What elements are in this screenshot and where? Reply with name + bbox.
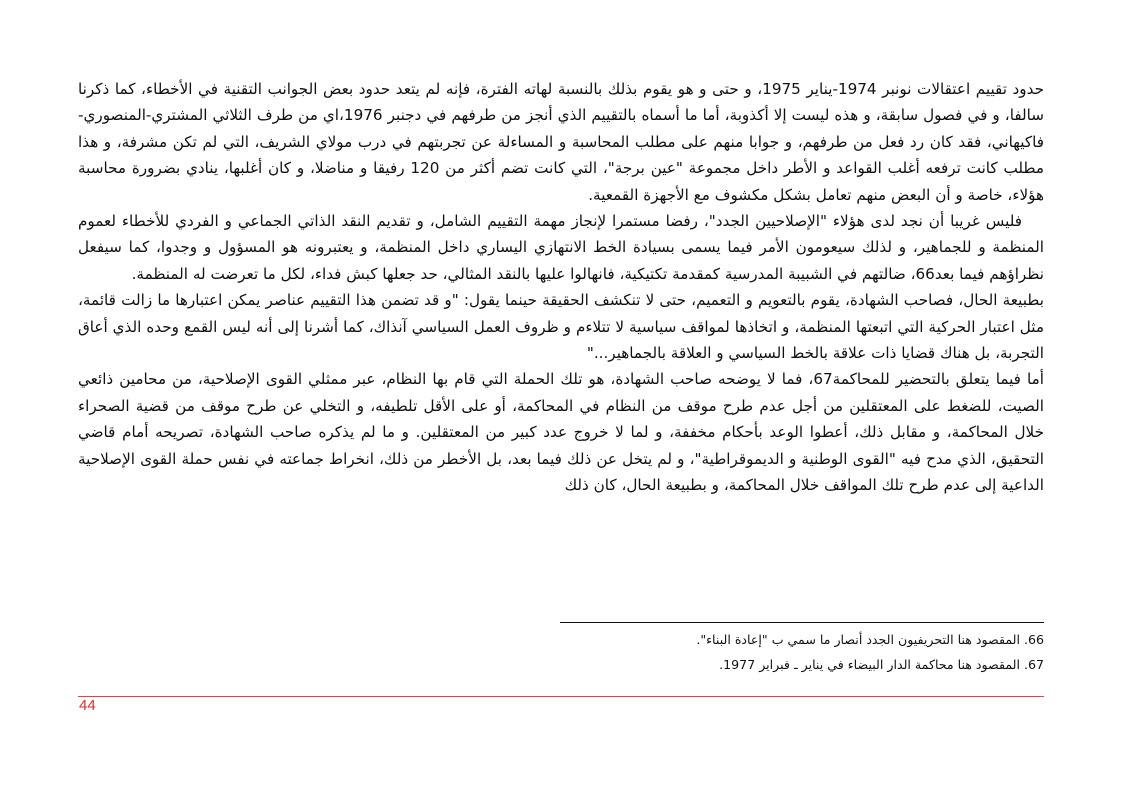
paragraph-1: حدود تقييم اعتقالات نونبر 1974-يناير 1975، و حتى و هو يقوم بذلك بالنسبة لهاته الفترة، فإنه لم يتعد حدود بعض الجوانب التقنية في الأخطاء، كما ذكرنا سالفا، و في فصول سابقة، و هذه ليست إلا أكذوبة، أما ما أسماه بالتقييم الذي أنجز من طرفهم في دجنبر 1976،اي من طرف الثلاثي المشتري-المنصوري-فاكيهاني، فقد كان رد فعل من طرفهم، و جوابا منهم على مطلب المحاسبة و المساءلة عن تجربتهم في درب مولاي الشريف، التي لم تكن مشرفة، و هذا مطلب كانت ترفعه أغلب القواعد و الأطر داخل مجموعة "عين برجة"، التي كانت تضم أكثر من 120 رفيقا و مناضلا، و كان أغلبها، ينادي بضرورة محاسبة هؤلاء، خاصة و أن البعض منهم تعامل بشكل مكشوف مع الأجهزة القمعية.	[78, 80, 1044, 204]
footnote-67: 67. المقصود هنا محاكمة الدار البيضاء في يناير ـ فبراير 1977.	[719, 657, 1044, 672]
footer-divider	[78, 696, 1044, 697]
footnotes	[560, 627, 1044, 677]
paragraph-3: بطبيعة الحال، فصاحب الشهادة، يقوم بالتعويم و التعميم، حتى لا تنكشف الحقيقة حينما يقول: "و قد تضمن هذا التقييم عناصر يمكن اعتبارها ما زالت قائمة، مثل اعتبار الحركية التي اتبعتها المنظمة، و اتخاذها لمواقف سياسية لا تتلاءم و ظروف العمل السياسي آنذاك، كما أشرنا إلى أنه ليس القمع وحده الذي أعاق التجربة، بل هناك قضايا ذات علاقة بالخط السياسي و العلاقة بالجماهير..."	[78, 291, 1044, 363]
paragraph-2: فليس غريبا أن نجد لدى هؤلاء "الإصلاحيين الجدد"، رفضا مستمرا لإنجاز مهمة التقييم الشامل، و تقديم النقد الذاتي الجماعي و الفردي للأخطاء لعموم المنظمة و للجماهير، و لذلك سيعومون الأمر فيما يسمى بسيادة الخط الانتهازي اليساري داخل المنظمة، و يعتبرونه هو المسؤول و وجدوا، كما سيفعل نظراؤهم فيما بعد66، ضالتهم في الشبيبة المدرسية كمقدمة تكتيكية، فانهالوا عليها بالنقد المثالي، حد جعلها كبش فداء، لكل ما تعرضت له المنظمة.	[78, 212, 1044, 283]
page-number: 44	[79, 697, 96, 714]
main-text	[78, 76, 1044, 499]
paragraph-4: أما فيما يتعلق بالتحضير للمحاكمة67، فما لا يوضحه صاحب الشهادة، هو تلك الحملة التي قام بها النظام، عبر ممثلي القوى الإصلاحية، من محامين ذائعي الصيت، للضغط على المعتقلين من أجل عدم طرح موقف من النظام في المحاكمة، أو على الأقل تلطيفه، و التخلي عن طرح موقف من قضية الصحراء خلال المحاكمة، و مقابل ذلك، أعطوا الوعد بأحكام مخففة، و لما لا خروج عدد كبير من المعتقلين. و ما لم يذكره صاحب الشهادة، تصريحه أمام قاضي التحقيق، الذي مدح فيه "القوى الوطنية و الديموقراطية"، و لم يتخل عن ذلك فيما بعد، بل الأخطر من ذلك، انخراط جماعته في نفس حملة القوى الإصلاحية الداعية إلى عدم طرح تلك المواقف خلال المحاكمة، و بطبيعة الحال، كان ذلك	[78, 370, 1044, 495]
footnote-divider	[560, 622, 1044, 623]
footnote-66: 66. المقصود هنا التحريفيون الجدد أنصار ما سمي ب "إعادة البناء".	[696, 632, 1044, 647]
